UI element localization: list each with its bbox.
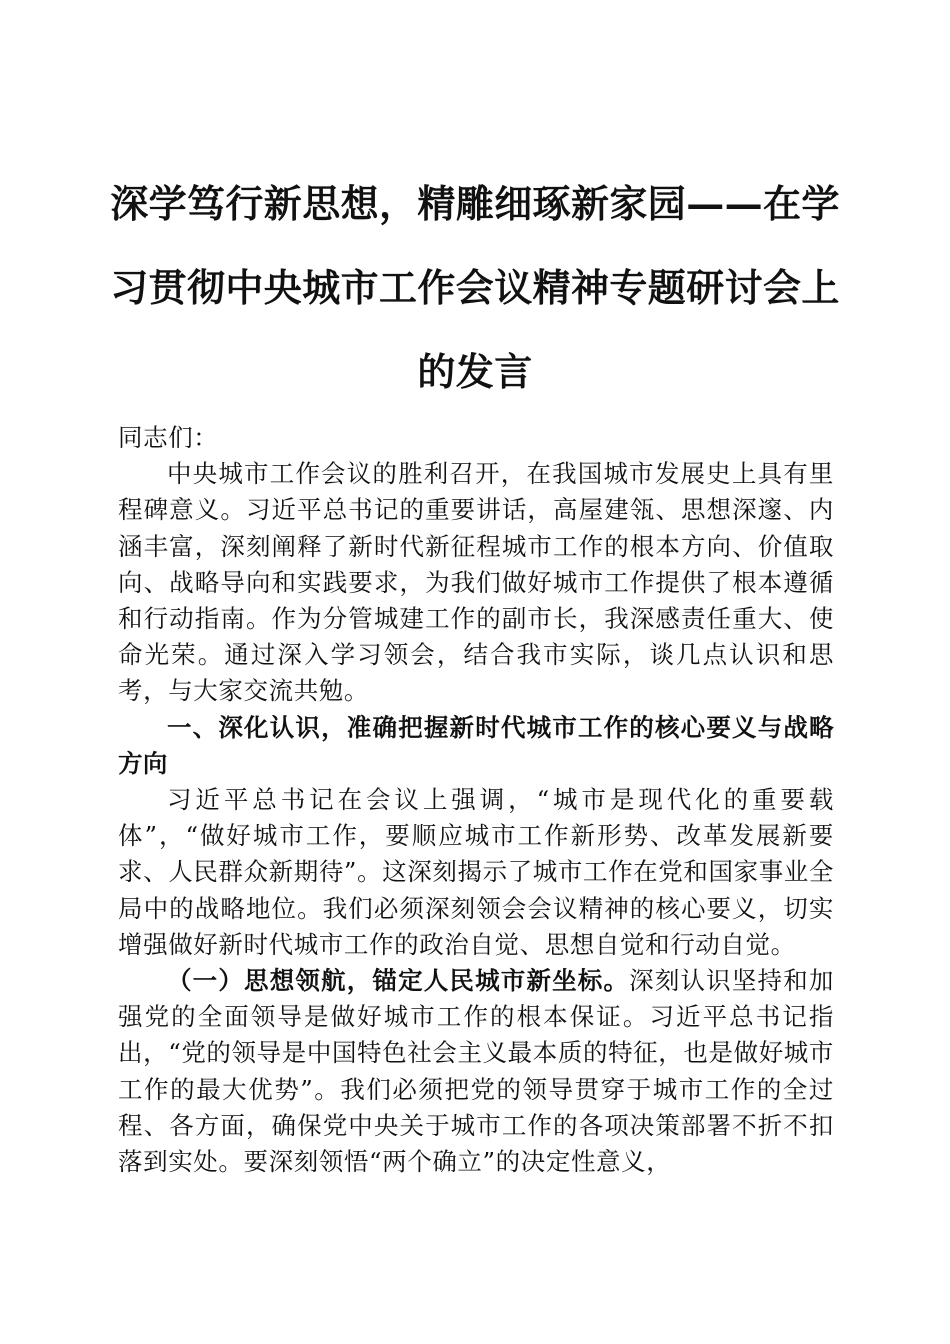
intro-paragraph: 中央城市工作会议的胜利召开，在我国城市发展史上具有里程碑意义。习近平总书记的重要讲话，高屋建瓴、思想深邃、内涵丰富，深刻阐释了新时代新征程城市工作的根本方向、价值取向、战略导向和实践要求，为我们做好城市工作提供了根本遵循和行动指南。作为分管城建工作的副市长，我深感责任重大、使命光荣。通过深入学习领会，结合我市实际，谈几点认识和思考，与大家交流共勉。	[118, 459, 834, 706]
section-heading-1: 一、深化认识，准确把握新时代城市工作的核心要义与战略方向	[118, 712, 834, 778]
document-title: 深学笃行新思想，精雕细琢新家园——在学习贯彻中央城市工作会议精神专题研讨会上的发言	[110, 181, 840, 394]
section-1-paragraph: 习近平总书记在会议上强调，“城市是现代化的重要载体”，“做好城市工作，要顺应城市工作新形势、改革发展新要求、人民群众新期待”。这深刻揭示了城市工作在党和国家事业全局中的战略地位。我们必须深刻领会会议精神的核心要义，切实增强做好新时代城市工作的政治自觉、思想自觉和行动自觉。	[118, 785, 834, 959]
salutation: 同志们：	[118, 423, 219, 452]
subsection-1-lead: （一）思想领航，锚定人民城市新坐标。	[167, 966, 630, 996]
subsection-1-paragraph	[118, 963, 834, 1180]
subsection-1-text: 深刻认识坚持和加强党的全面领导是做好城市工作的根本保证。习近平总书记指出，“党的领导是中国特色社会主义最本质的特征，也是做好城市工作的最大优势”。我们必须把党的领导贯穿于城市工作的全过程、各方面，确保党中央关于城市工作的各项决策部署不折不扣落到实处。要深刻领悟“两个确立”的决定性意义，	[118, 966, 834, 1177]
document-body	[118, 420, 834, 1180]
